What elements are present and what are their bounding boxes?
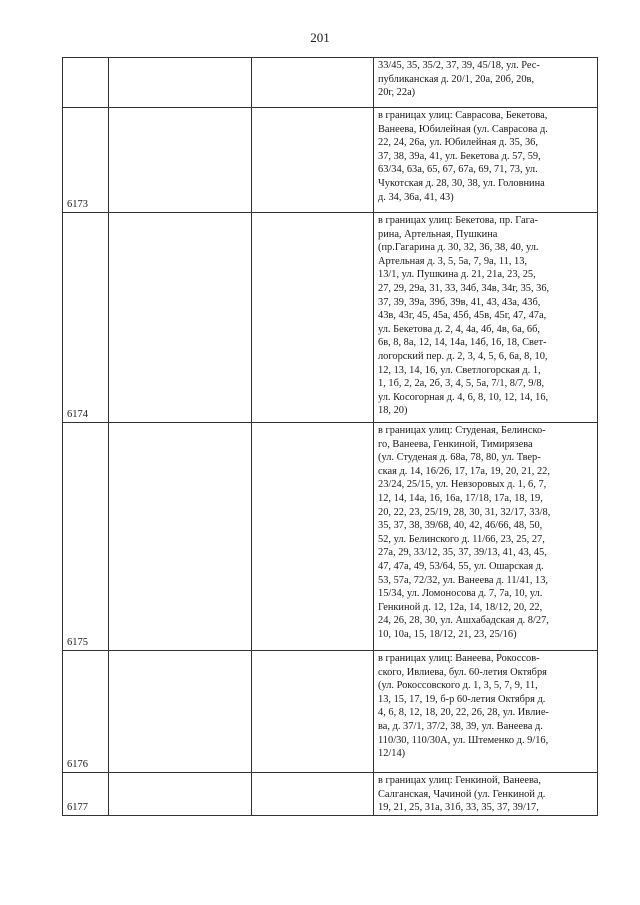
district-number: 6177	[67, 801, 88, 813]
address-line: 22, 24, 26а, ул. Юбилейная д. 35, 36,	[378, 137, 538, 149]
district-number: 6174	[67, 409, 88, 420]
address-line: 18, 20)	[378, 405, 408, 417]
address-line: 24, 26, 28, 30, ул. Ашхабадская д. 8/27,	[378, 615, 549, 627]
district-number: 6176	[67, 759, 88, 770]
address-cell	[374, 213, 598, 423]
empty-cell	[252, 108, 374, 213]
address-line: го, Ванеева, Генкиной, Тимирязева	[378, 438, 533, 450]
address-line: Салганская, Чачиной (ул. Генкиной д.	[378, 788, 546, 800]
empty-cell	[252, 213, 374, 423]
empty-cell	[252, 58, 374, 108]
table-row	[63, 213, 598, 423]
table-row	[63, 423, 598, 651]
address-line: Ванеева, Юбилейная (ул. Саврасова д.	[378, 123, 548, 135]
address-line: в границах улиц: Ванеева, Рокоссов-	[378, 653, 540, 664]
district-number-cell	[63, 651, 109, 773]
table-row	[63, 651, 598, 773]
address-line: (ул. Студеная д. 68а, 78, 80, ул. Твер-	[378, 452, 541, 464]
address-line: 12, 13, 14, 16, ул. Светлогорская д. 1,	[378, 364, 541, 376]
empty-cell	[109, 423, 252, 651]
address-line: 27а, 29, 33/12, 35, 37, 39/13, 41, 43, 45,	[378, 547, 547, 559]
address-cell	[374, 423, 598, 651]
district-number: 6173	[67, 199, 88, 210]
address-line: (ул. Рокоссовского д. 1, 3, 5, 7, 9, 11,	[378, 680, 538, 692]
table-row	[63, 108, 598, 213]
page-number: 201	[310, 30, 330, 45]
address-line: ул. Косогорная д. 4, 6, 8, 10, 12, 14, 16,	[378, 391, 549, 403]
address-line: ская д. 14, 16/26, 17, 17а, 19, 20, 21, 22,	[378, 465, 550, 477]
address-line: 52, ул. Белинского д. 11/66, 23, 25, 27,	[378, 533, 545, 545]
address-line: 12, 14, 14а, 16, 16а, 17/18, 17а, 18, 19,	[378, 492, 543, 504]
address-line: 4, 6, 8, 12, 18, 20, 22, 26, 28, ул. Ивлие-	[378, 707, 549, 719]
empty-cell	[109, 773, 252, 816]
address-line: в границах улиц: Бекетова, пр. Гага-	[378, 215, 538, 226]
address-line: 12/14)	[378, 748, 406, 760]
address-line: публиканская д. 20/1, 20а, 20б, 20в,	[378, 73, 535, 85]
empty-cell	[109, 108, 252, 213]
address-line: 47, 47а, 49, 53/64, 55, ул. Ошарская д.	[378, 560, 544, 572]
address-line: ул. Бекетова д. 2, 4, 4а, 4б, 4в, 6а, 6б,	[378, 323, 540, 335]
district-number-cell	[63, 108, 109, 213]
address-line: 27, 29, 29а, 31, 33, 34б, 34в, 34г, 35, 36,	[378, 282, 550, 294]
address-line: в границах улиц: Саврасова, Бекетова,	[378, 110, 548, 121]
address-line: 13, 15, 17, 19, б-р 60-летия Октября д.	[378, 693, 546, 705]
address-cell	[374, 651, 598, 773]
address-line: ва, д. 37/1, 37/2, 38, 39, ул. Ванеева д.	[378, 720, 543, 732]
district-number-cell	[63, 213, 109, 423]
address-line: 23/24, 25/15, ул. Невзоровых д. 1, 6, 7,	[378, 479, 547, 491]
district-number-cell	[63, 58, 109, 108]
address-line: Генкиной д. 12, 12а, 14, 18/12, 20, 22,	[378, 601, 543, 613]
address-line: 63/34, 63а, 65, 67, 67а, 69, 71, 73, ул.	[378, 164, 538, 176]
address-line: 19, 21, 25, 31а, 31б, 33, 35, 37, 39/17,	[378, 802, 539, 814]
address-line: 33/45, 35, 35/2, 37, 39, 45/18, ул. Рес-	[378, 60, 540, 71]
empty-cell	[252, 773, 374, 816]
address-line: 13/1, ул. Пушкина д. 21, 21а, 23, 25,	[378, 269, 536, 281]
address-line: 20, 22, 23, 25/19, 28, 30, 31, 32/17, 33/8,	[378, 506, 551, 518]
empty-cell	[109, 651, 252, 773]
address-line: 37, 38, 39а, 41, ул. Бекетова д. 57, 59,	[378, 150, 541, 162]
address-line: Чукотская д. 28, 30, 38, ул. Головнина	[378, 177, 545, 189]
district-number: 6175	[67, 637, 88, 648]
address-line: 37, 39, 39а, 39б, 39в, 41, 43, 43а, 43б,	[378, 296, 541, 308]
address-line: 6в, 8, 8а, 12, 14, 14а, 14б, 16, 18, Свет-	[378, 337, 547, 349]
address-line: ского, Ивлиева, бул. 60-летия Октября	[378, 666, 547, 678]
address-line: 110/30, 110/30А, ул. Штеменко д. 9/16,	[378, 734, 549, 746]
address-line: 43в, 43г, 45, 45а, 45б, 45в, 45г, 47, 47а,	[378, 310, 547, 322]
district-number-cell	[63, 773, 109, 816]
address-line: в границах улиц: Студеная, Белинско-	[378, 425, 546, 436]
address-cell	[374, 58, 598, 108]
address-cell	[374, 773, 598, 816]
address-cell	[374, 108, 598, 213]
district-number-cell	[63, 423, 109, 651]
address-line: 15/34, ул. Ломоносова д. 7, 7а, 10, ул.	[378, 588, 543, 600]
address-line: 10, 10а, 15, 18/12, 21, 23, 25/16)	[378, 628, 517, 640]
table-row	[63, 773, 598, 816]
address-line: 35, 37, 38, 39/68, 40, 42, 46/66, 48, 50,	[378, 520, 543, 532]
address-line: д. 34, 36а, 41, 43)	[378, 191, 454, 203]
address-line: 1, 1б, 2, 2а, 2б, 3, 4, 5, 5а, 7/1, 8/7, 9/8,	[378, 378, 545, 390]
address-line: Артельная д. 3, 5, 5а, 7, 9а, 11, 13,	[378, 255, 528, 267]
table-row	[63, 58, 598, 108]
address-line: 53, 57а, 72/32, ул. Ванеева д. 11/41, 13,	[378, 574, 549, 586]
empty-cell	[109, 58, 252, 108]
empty-cell	[252, 651, 374, 773]
address-line: в границах улиц: Генкиной, Ванеева,	[378, 775, 542, 786]
empty-cell	[252, 423, 374, 651]
address-line: (пр.Гагарина д. 30, 32, 36, 38, 40, ул.	[378, 242, 539, 254]
address-line: рина, Артельная, Пушкина	[378, 228, 498, 240]
address-line: логорский пер. д. 2, 3, 4, 5, 6, 6а, 8, 10,	[378, 350, 548, 362]
address-line: 20г, 22а)	[378, 87, 416, 99]
address-table	[62, 57, 586, 814]
empty-cell	[109, 213, 252, 423]
